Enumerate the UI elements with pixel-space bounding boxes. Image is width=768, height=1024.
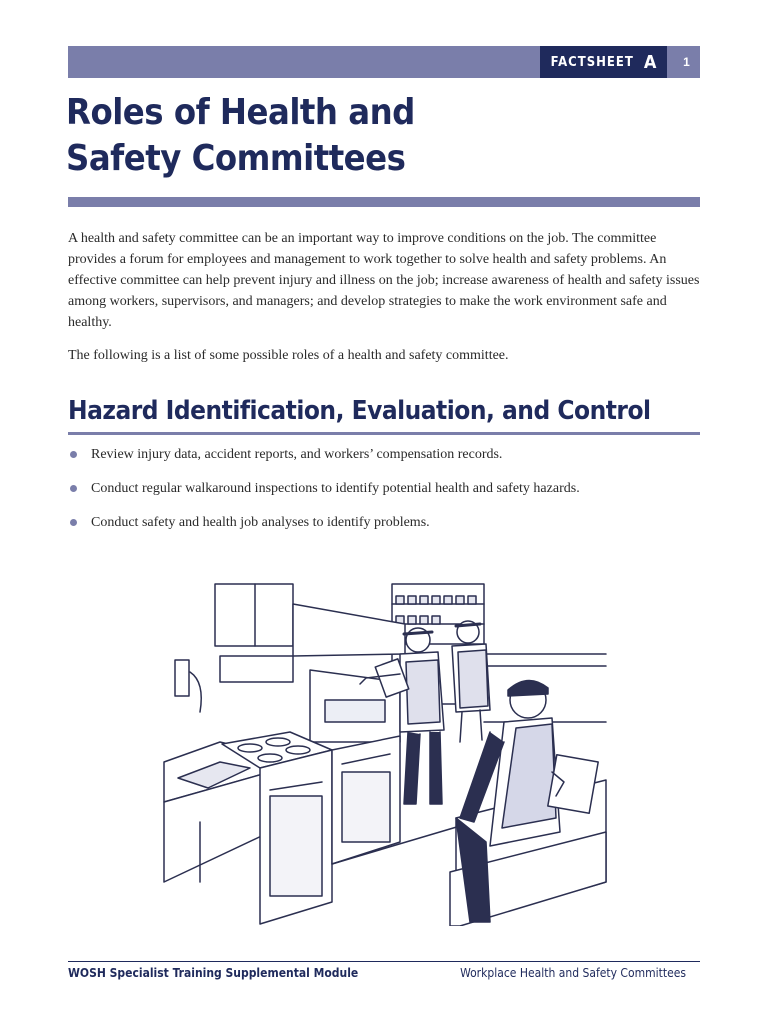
list-item: [68, 478, 700, 499]
intro-paragraph: A health and safety committee can be an important way to improve conditions on the job. The committee provides a forum for employees and management to work together to solve health and safety problems. An effective committee can help prevent injury and illness on the job; increase awareness of health and safety issues among workers, supervisors, and managers; and develop strategies to make the work environment safe and healthy.: [68, 231, 700, 330]
page-title-line-1: Roles of Health and: [66, 92, 415, 133]
footer-module-title: WOSH Specialist Training Supplemental Module: [68, 966, 359, 980]
footer-document-title: Workplace Health and Safety Committees: [460, 966, 686, 980]
lead-paragraph: The following is a list of some possible roles of a health and safety committee.: [68, 348, 509, 363]
list-item: [68, 444, 700, 465]
factsheet-label: FACTSHEET: [550, 54, 634, 70]
section-rule: [68, 432, 700, 435]
bullet-icon: [70, 451, 77, 458]
bullet-text: Review injury data, accident reports, and workers’ compensation records.: [91, 447, 503, 462]
bullet-text: Conduct safety and health job analyses to identify problems.: [91, 515, 430, 530]
page-title: [66, 90, 415, 182]
section-heading: Hazard Identification, Evaluation, and Control: [68, 396, 651, 426]
title-rule: [68, 197, 700, 207]
page-number: 1: [683, 55, 690, 69]
kitchen-inspection-illustration: [160, 582, 608, 926]
bullet-icon: [70, 519, 77, 526]
bullet-text: Conduct regular walkaround inspections to identify potential health and safety hazards.: [91, 481, 580, 496]
factsheet-letter: A: [643, 51, 657, 73]
bullet-icon: [70, 485, 77, 492]
bullet-list: [68, 444, 700, 546]
list-item: [68, 512, 700, 533]
page-title-line-2: Safety Committees: [66, 138, 406, 179]
footer-rule: [68, 961, 700, 962]
factsheet-badge: [540, 46, 667, 78]
